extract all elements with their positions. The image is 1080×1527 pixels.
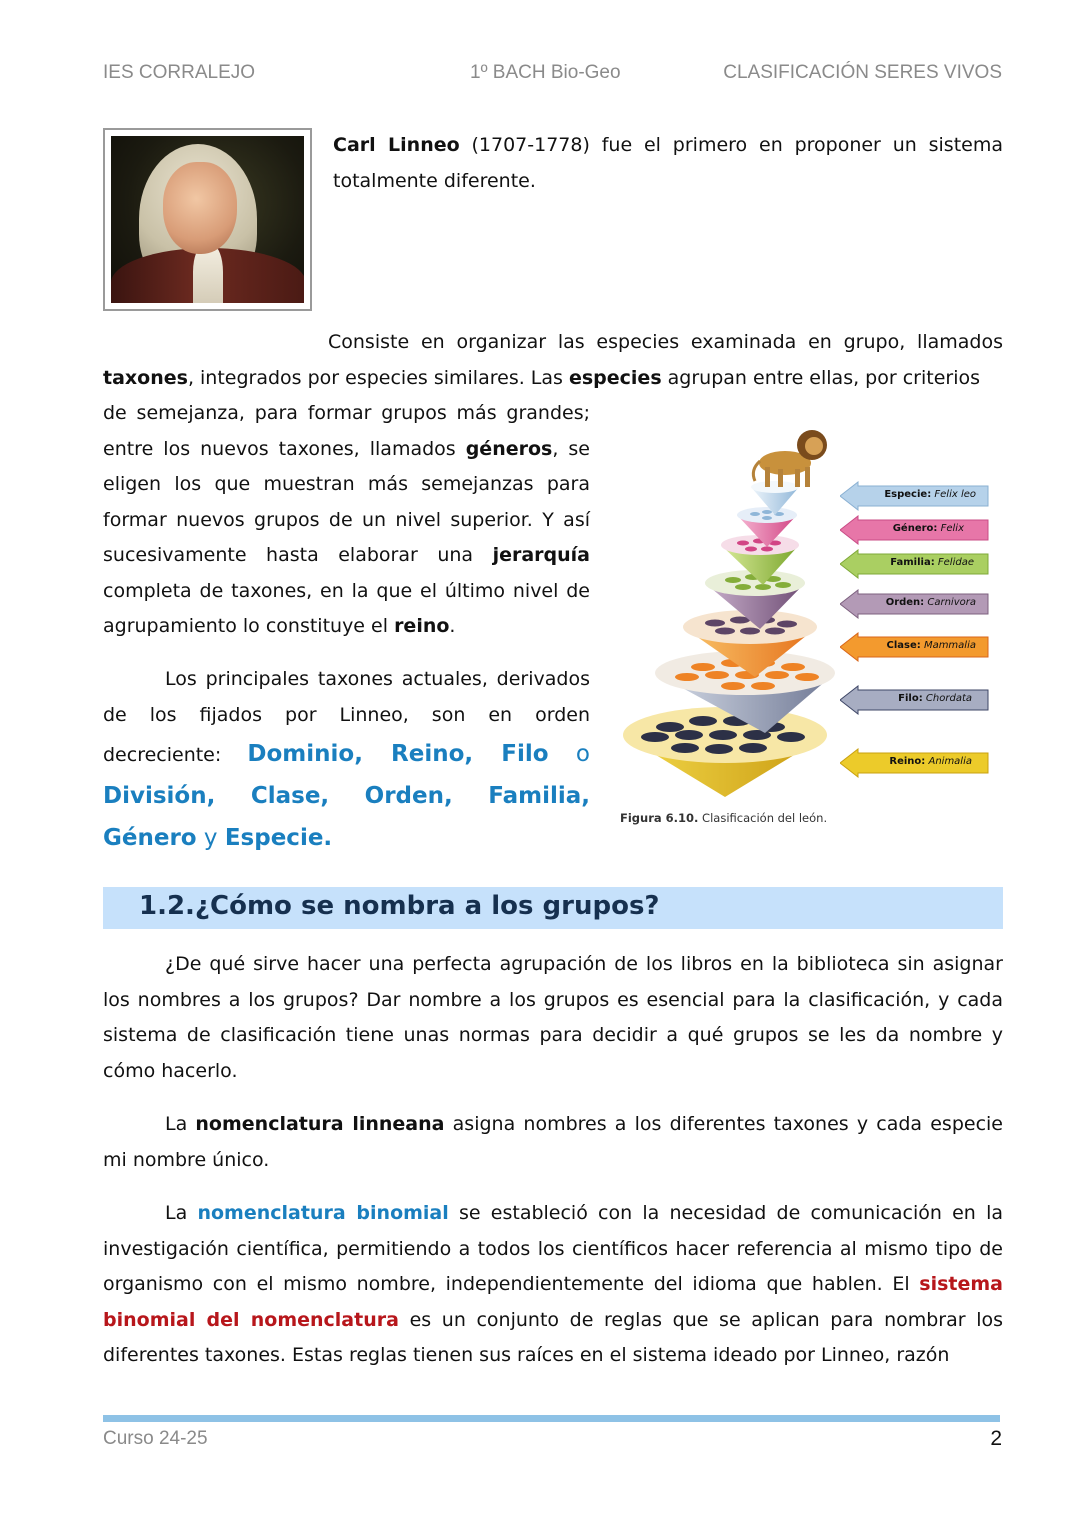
text-span: , integrados por especies similares. Las xyxy=(187,366,569,389)
term-jerarquia: jerarquía xyxy=(492,544,590,566)
footer-course-year: Curso 24-25 xyxy=(103,1428,208,1449)
portrait-face xyxy=(163,162,237,254)
taxa-list: División, Clase, Orden, Familia, Género xyxy=(103,783,590,851)
header-school: IES CORRALEJO xyxy=(103,62,256,83)
taxon-name: Mammalia xyxy=(923,640,976,651)
page-number: 2 xyxy=(990,1427,1002,1450)
taxon-name: Felix leo xyxy=(934,489,976,500)
taxon-name: Animalia xyxy=(928,756,972,767)
term-nomenclatura-binomial: nomenclatura binomial xyxy=(197,1202,449,1224)
figure-caption xyxy=(620,811,827,825)
text-span: Los principales taxones actuales, derivados de los fijados por Linneo, son en orden decreciente: xyxy=(103,668,590,766)
portrait-image xyxy=(111,136,304,303)
paragraph-consiste xyxy=(103,325,1003,396)
text-span: . xyxy=(449,615,456,637)
linneo-portrait xyxy=(103,128,312,311)
term-nomenclatura-linneana: nomenclatura linneana xyxy=(195,1113,445,1135)
taxa-list: Dominio, Reino, Filo xyxy=(247,741,549,767)
rank-label: Orden: xyxy=(885,597,925,608)
text-span: Consiste en organizar las especies examinada en grupo, llamados xyxy=(328,331,1003,353)
taxa-list: Especie. xyxy=(224,825,333,851)
paragraph-taxa xyxy=(103,662,590,859)
text-span: o xyxy=(548,741,590,767)
arrow-filo xyxy=(840,685,990,715)
rank-label: Género: xyxy=(892,523,938,534)
paragraph-binomial xyxy=(103,1196,1003,1374)
taxonomy-arrows xyxy=(840,481,990,778)
footer-divider xyxy=(103,1415,1000,1422)
intro-paragraph xyxy=(333,128,1003,199)
text-span: se estableció con la necesidad de comunicación en la investigación científica, permitiendo a todos los científicos hacer referencia al mismo tipo de organismo con el mismo nombre, independientemente del idioma que hablen. El xyxy=(103,1202,1003,1295)
text-span: completa de taxones, en la que el último nivel de agrupamiento lo constituye el xyxy=(103,579,590,637)
arrow-familia xyxy=(840,549,990,579)
paragraph-hierarchy xyxy=(103,396,590,645)
arrow-especie xyxy=(840,481,990,511)
term-sistema-binomial: sistema binomial del nomenclatura xyxy=(103,1273,1003,1331)
rank-label: Clase: xyxy=(886,640,921,651)
section-header xyxy=(103,887,1003,929)
section-title: 1.2.¿Cómo se nombra a los grupos? xyxy=(139,891,660,921)
taxon-name: Chordata xyxy=(925,693,972,704)
rank-label: Filo: xyxy=(898,693,923,704)
header-topic: CLASIFICACIÓN SERES VIVOS xyxy=(723,62,1002,83)
arrow-clase xyxy=(840,632,990,662)
caption-label: Figura 6.10. xyxy=(620,811,699,825)
text-span: asigna nombres a los diferentes taxones y cada especie mi nombre único. xyxy=(103,1113,1003,1171)
rank-label: Reino: xyxy=(889,756,926,767)
lion-icon xyxy=(753,430,827,487)
term-generos: géneros xyxy=(465,437,553,460)
text-span: de semejanza, para formar grupos más grandes; entre los nuevos taxones, llamados xyxy=(103,402,590,460)
term-reino: reino xyxy=(394,615,450,637)
term-taxones: taxones xyxy=(103,366,188,389)
lion-classification-figure xyxy=(615,415,1005,830)
text-span: agrupan entre ellas, por criterios xyxy=(661,366,981,389)
term-especies: especies xyxy=(568,366,662,389)
paragraph-naming xyxy=(103,947,1003,1089)
arrow-orden xyxy=(840,589,990,619)
intro-text: (1707-1778) fue el primero en proponer un sistema totalmente diferente. xyxy=(333,134,1003,192)
linneo-name: Carl Linneo xyxy=(333,134,460,156)
taxon-name: Felix xyxy=(940,523,964,534)
text-span: y xyxy=(196,825,225,851)
arrow-reino xyxy=(840,748,990,778)
text-span: La xyxy=(165,1202,198,1224)
arrow-genero xyxy=(840,515,990,545)
rank-label: Familia: xyxy=(890,557,935,568)
text-span: ¿De qué sirve hacer una perfecta agrupación de los libros en la biblioteca sin asignar los nombres a los grupos? Dar nombre a los grupos es esencial para la clasificación, y cada sistema de clasificación tiene unas normas para decidir a qué grupos se les da nombre y cómo hacerlo. xyxy=(103,953,1003,1082)
caption-text: Clasificación del león. xyxy=(698,811,828,825)
taxon-name: Carnivora xyxy=(927,597,976,608)
text-span: La xyxy=(165,1113,196,1135)
text-span: es un conjunto de reglas que se aplican para nombrar los diferentes taxones. Estas reglas tienen sus raíces en el sistema ideado por Linneo, razón xyxy=(103,1308,1003,1366)
header-course: 1º BACH Bio-Geo xyxy=(470,62,621,83)
taxon-name: Felidae xyxy=(937,557,974,568)
paragraph-linnean xyxy=(103,1107,1003,1178)
rank-label: Especie: xyxy=(884,489,932,500)
text-span: , se eligen los que muestran más semejanzas para formar nuevos grupos de un nivel superior. Y así sucesivamente hasta elaborar una xyxy=(103,437,590,566)
